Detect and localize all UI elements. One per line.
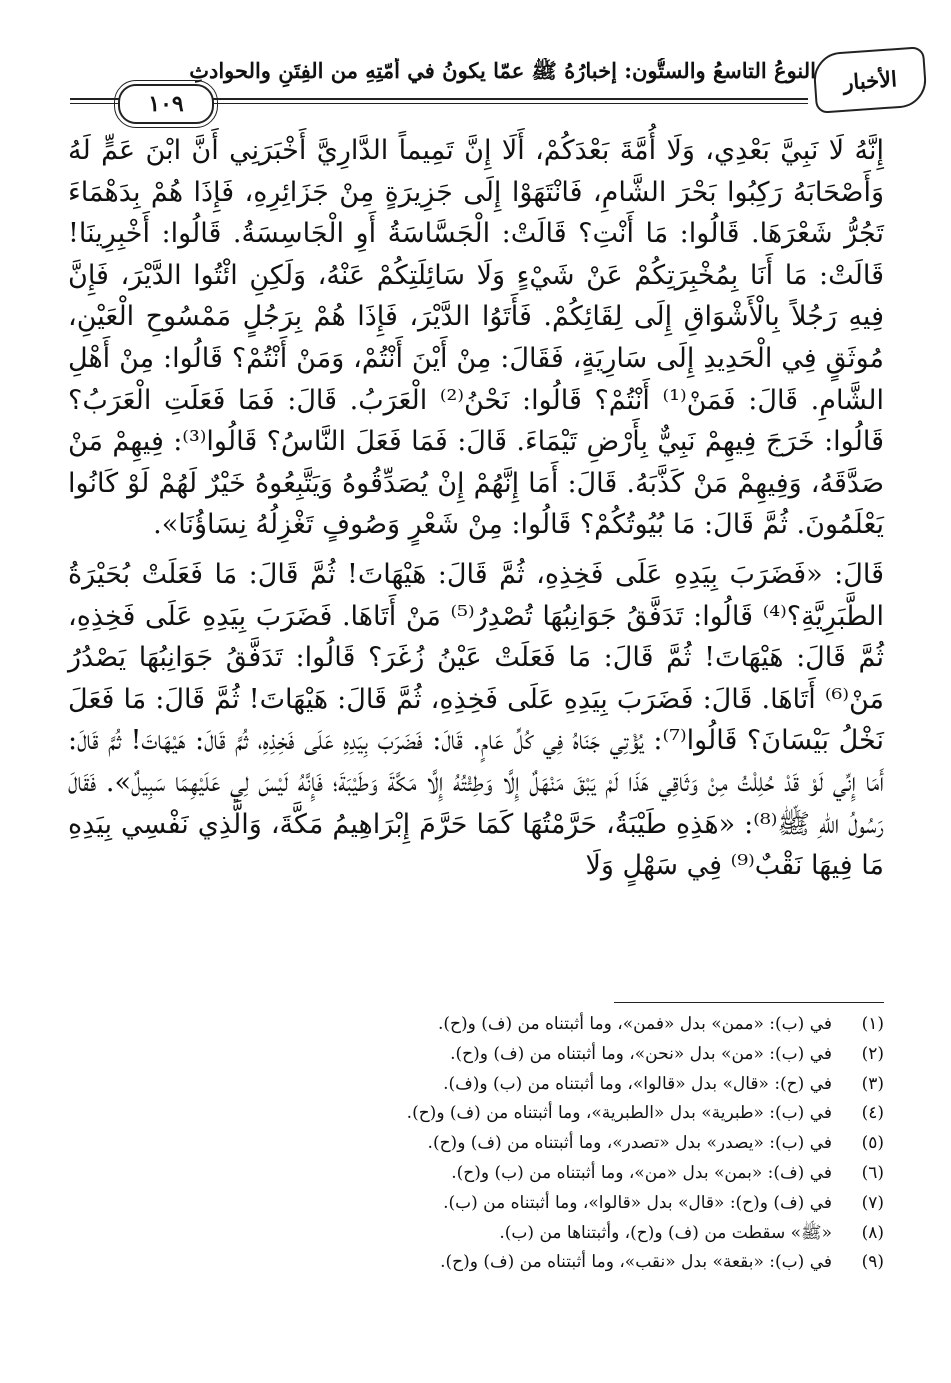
page-number: ١٠٩ <box>118 84 214 124</box>
main-text <box>68 130 884 887</box>
footnote <box>130 1248 884 1278</box>
footnote <box>130 1159 884 1189</box>
page-header <box>70 50 926 120</box>
running-title: النوعُ التاسعُ والستُّون: إخبارُهُ ﷺ عمّا يكونُ في أُمّتِهِ من الفِتَنِ والحوادثِ <box>189 58 816 83</box>
footnote-number: (٢) <box>861 1043 884 1064</box>
footnote <box>130 1040 884 1070</box>
footnote-text: في (ب): «طبرية» بدل «الطبرية»، وما أثبتناه من (ف) و(ح). <box>406 1103 832 1124</box>
footnote-number: (٩) <box>861 1252 884 1273</box>
section-badge: الأخبار <box>812 46 928 114</box>
footnote-text: في (ب): «ممن» بدل «فمن»، وما أثبتناه من (ف) و(ح). <box>437 1014 832 1034</box>
footnote-text: في (ف) و(ح): «قال» بدل «قالوا»، وما أثبتناه من (ب). <box>443 1192 832 1213</box>
paragraph: قَالَ: «فَضَرَبَ بِيَدِهِ عَلَى فَخِذِهِ، ثُمَّ قَالَ: هَيْهَاتَ! ثُمَّ قَالَ: مَا فَعَلَتْ بُحَيْرَةُ الطَّبَرِيَّةِ؟⁽⁴⁾ قَالُوا: تَدَفَّقُ جَوَانِبُهَا تُصْدِرُ⁽⁵⁾ مَنْ أَتَاهَا. فَضَرَبَ بِيَدِهِ عَلَى فَخِذِهِ، ثُمَّ قَالَ: هَيْهَاتَ! ثُمَّ قَالَ: مَا فَعَلَتْ عَيْنُ زُغَرَ؟ قَالُوا: تَدَفَّقُ جَوَانِبُهَا يَصْدُرُ مَنْ⁽⁶⁾ أَتَاهَا. قَالَ: فَضَرَبَ بِيَدِهِ عَلَى فَخِذِهِ، ثُمَّ قَالَ: هَيْهَاتَ! ثُمَّ قَالَ: مَا فَعَلَ نَخْلُ بَيْسَانَ؟ قَالُوا⁽⁷⁾: يُؤْتِي جَنَاهُ فِي كُلِّ عَامٍ. قَالَ: فَضَرَبَ بِيَدِهِ عَلَى فَخِذِهِ، ثُمَّ قَالَ: هَيْهَاتَ! ثُمَّ قَالَ: أَمَا إِنِّي لَوْ قَدْ حُلِلْتُ مِنْ وَثَاقِي هَذَا لَمْ يَبْقَ مَنْهَلٌ إِلَّا وَطِئْتُهُ إِلَّا مَكَّةَ وَطَيْبَةَ؛ فَإِنَّهُ لَيْسَ لِي عَلَيْهِمَا سَبِيلٌ». فَقَالَ رَسُولُ اللهِ ﷺ⁽⁸⁾: «هَذِهِ طَيْبَةُ، حَرَّمْتُهَا كَمَا حَرَّمَ إِبْرَاهِيمُ مَكَّةَ، وَالَّذِي نَفْسِي بِيَدِهِ مَا فِيهَا نَقْبٌ⁽⁹⁾ فِي سَهْلٍ وَلَا <box>68 558 884 882</box>
footnote-number: (٣) <box>861 1073 884 1094</box>
footnote <box>130 1070 884 1100</box>
footnote-number: (٥) <box>861 1133 884 1154</box>
footnote-text: «ﷺ» سقطت من (ف) و(ح)، وأثبتناها من (ب). <box>499 1222 832 1243</box>
footnote-number: (١) <box>861 1014 884 1034</box>
footnote-text: في (ب): «من» بدل «نحن»، وما أثبتناه من (ف) و(ح). <box>450 1043 832 1064</box>
footnote-text: في (ح): «قال» بدل «قالوا»، وما أثبتناه من (ب) و(ف). <box>443 1073 832 1094</box>
footnote-text: في (ب): «بقعة» بدل «نقب»، وما أثبتناه من (ف) و(ح). <box>440 1252 832 1273</box>
footnote-number: (٧) <box>861 1192 884 1213</box>
footnote-separator <box>614 1002 884 1003</box>
footnote-number: (٨) <box>861 1222 884 1243</box>
footnote <box>130 1219 884 1249</box>
footnote <box>130 1189 884 1219</box>
footnote <box>130 1099 884 1129</box>
footnotes <box>130 1010 884 1278</box>
footnote-number: (٤) <box>861 1103 884 1124</box>
footnote <box>130 1010 884 1040</box>
footnote-text: في (ب): «يصدر» بدل «تصدر»، وما أثبتناه من (ف) و(ح). <box>427 1133 832 1154</box>
footnote <box>130 1129 884 1159</box>
footnote-number: (٦) <box>861 1162 884 1183</box>
footnote-text: في (ف): «بمن» بدل «من»، وما أثبتناه من (ب) و(ح). <box>451 1162 832 1183</box>
paragraph: إِنَّهُ لَا نَبِيَّ بَعْدِي، وَلَا أُمَّةَ بَعْدَكُمْ، أَلَا إِنَّ تَمِيماً الدَّارِيَّ أَخْبَرَنِي أَنَّ ابْنَ عَمٍّ لَهُ وَأَصْحَابَهُ رَكِبُوا بَحْرَ الشَّامِ، فَانْتَهَوْا إِلَى جَزِيرَةٍ مِنْ جَزَائِرِهِ، فَإِذَا هُمْ بِدَهْمَاءَ تَجُرُّ شَعْرَهَا. قَالُوا: مَا أَنْتِ؟ قَالَتْ: الْجَسَّاسَةُ أَوِ الْجَاسِسَةُ. قَالُوا: أَخْبِرِينَا! قَالَتْ: مَا أَنَا بِمُخْبِرَتِكُمْ عَنْ شَيْءٍ وَلَا سَائِلَتِكُمْ عَنْهُ، وَلَكِنِ ائْتُوا الدَّيْرَ، فَإِنَّ فِيهِ رَجُلاً بِالْأَشْوَاقِ إِلَى لِقَائِكُمْ. فَأَتَوُا الدَّيْرَ، فَإِذَا هُمْ بِرَجُلٍ مَمْسُوحِ الْعَيْنِ، مُوثَقٍ فِي الْحَدِيدِ إِلَى سَارِيَةٍ، فَقَالَ: مِنْ أَيْنَ أَنْتُمْ، وَمَنْ أَنْتُمْ؟ قَالُوا: مِنْ أَهْلِ الشَّامِ. قَالَ: فَمَنْ⁽¹⁾ أَنْتُمْ؟ قَالُوا: نَحْنُ⁽²⁾ الْعَرَبُ. قَالَ: فَمَا فَعَلَتِ الْعَرَبُ؟ قَالُوا: خَرَجَ فِيهِمْ نَبِيٌّ بِأَرْضِ تَيْمَاءَ. قَالَ: فَمَا فَعَلَ النَّاسُ؟ قَالُوا⁽³⁾: فِيهِمْ مَنْ صَدَّقَهُ، وَفِيهِمْ مَنْ كَذَّبَهُ. قَالَ: أَمَا إِنَّهُمْ إِنْ يُصَدِّقُوهُ وَيَتَّبِعُوهُ خَيْرٌ لَهُمْ لَوْ كَانُوا يَعْلَمُونَ. ثُمَّ قَالَ: مَا بُيُوتُكُمْ؟ قَالُوا: مِنْ شَعْرٍ وَصُوفٍ تَغْزِلُهُ نِسَاؤُنَا». <box>68 135 885 541</box>
